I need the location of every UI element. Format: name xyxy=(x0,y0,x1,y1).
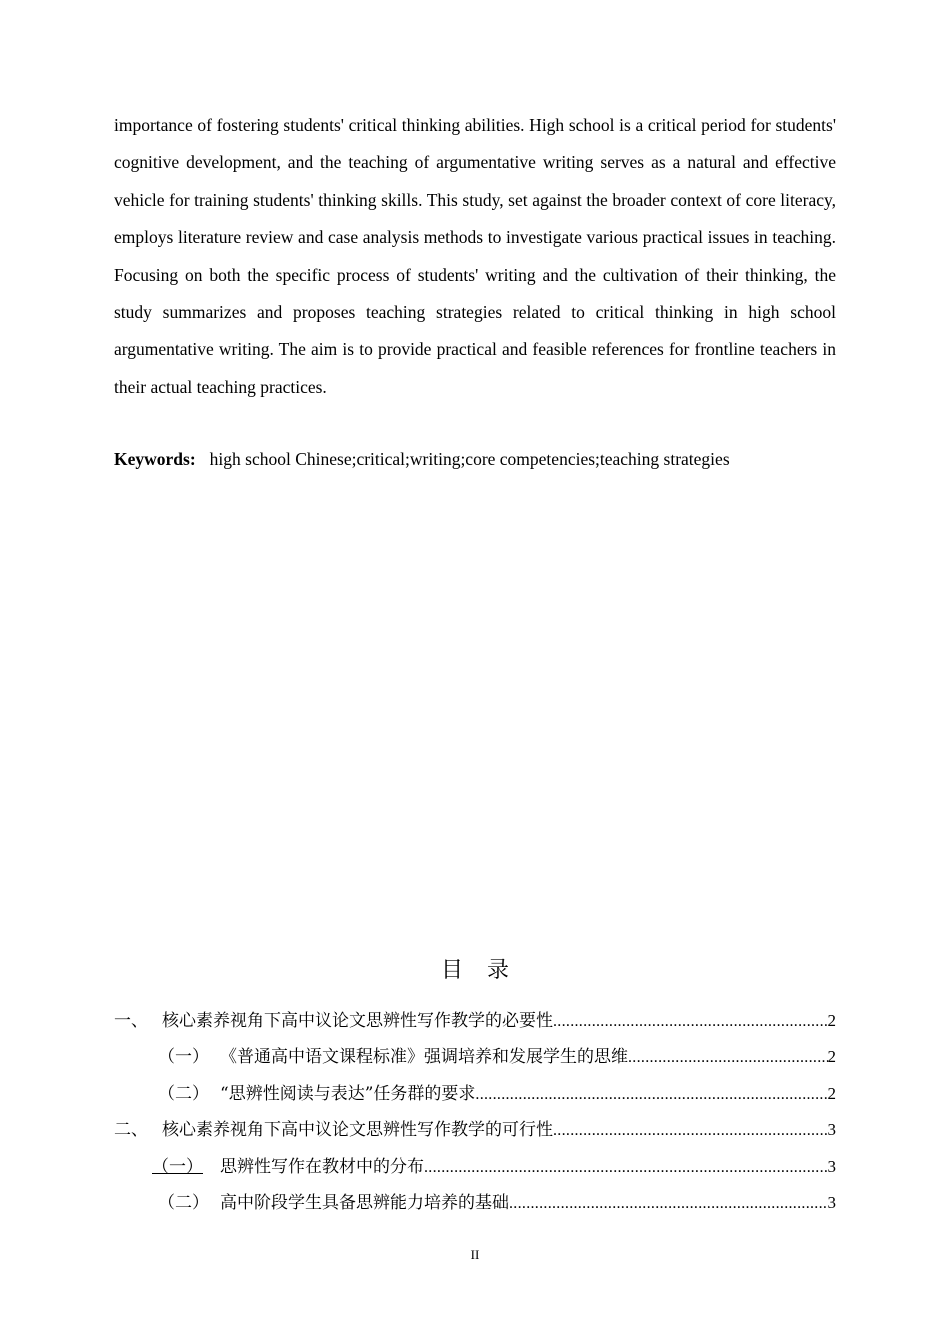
toc-entry-number: 二、 xyxy=(114,1120,148,1140)
toc-entry-page: 2 xyxy=(827,1047,836,1066)
toc-title: 目录 xyxy=(440,958,533,983)
toc-entry[interactable] xyxy=(114,1042,836,1072)
toc-entry-number: 一、 xyxy=(114,1011,148,1031)
keywords-label: Keywords: xyxy=(114,449,196,469)
toc-entry-page: 3 xyxy=(827,1157,836,1176)
toc-entry-title: 《普通高中语文课程标准》强调培养和发展学生的思维 xyxy=(220,1047,628,1067)
toc-entry-title: 核心素养视角下高中议论文思辨性写作教学的必要性 xyxy=(162,1011,553,1031)
toc-entry[interactable] xyxy=(114,1079,836,1109)
toc-entry-number: （二） xyxy=(158,1084,209,1104)
toc-leader-dots xyxy=(628,1043,828,1073)
keywords-text: high school Chinese;critical;writing;core competencies;teaching strategies xyxy=(209,449,730,469)
toc-entry-title: 高中阶段学生具备思辨能力培养的基础 xyxy=(220,1193,509,1213)
toc-entry[interactable] xyxy=(114,1188,836,1218)
toc-leader-dots xyxy=(424,1153,828,1183)
toc-leader-dots xyxy=(475,1080,827,1110)
toc-entry[interactable] xyxy=(114,1006,836,1036)
toc-entry[interactable] xyxy=(114,1115,836,1145)
toc-leader-dots xyxy=(553,1007,828,1037)
toc-entry-page: 2 xyxy=(827,1084,836,1103)
toc-entry-number: （二） xyxy=(158,1193,209,1213)
toc-entry-page: 3 xyxy=(827,1120,836,1139)
toc-entry-number: （一） xyxy=(158,1047,209,1067)
toc-entry-title: 思辨性写作在教材中的分布 xyxy=(220,1157,424,1177)
toc-entry-number: （一） xyxy=(152,1157,203,1177)
abstract-paragraph: importance of fostering students' critical thinking abilities. High school is a critical period for students' cognitive development, and the teaching of argumentative writing serves as a natural and effective vehicle for training students' thinking skills. This study, set against the broader context of core literacy, employs literature review and case analysis methods to investigate various practical issues in teaching. Focusing on both the specific process of students' writing and the cultivation of their thinking, the study summarizes and proposes teaching strategies related to critical thinking in high school argumentative writing. The aim is to provide practical and feasible references for frontline teachers in their actual teaching practices. xyxy=(114,115,836,397)
toc-entry-title: “思辨性阅读与表达”任务群的要求 xyxy=(220,1084,476,1104)
page-number: II xyxy=(470,1247,480,1262)
toc-entry-page: 3 xyxy=(827,1193,836,1212)
toc-entry[interactable] xyxy=(114,1152,836,1182)
toc-leader-dots xyxy=(553,1116,828,1146)
toc-leader-dots xyxy=(509,1189,828,1219)
toc-entry-page: 2 xyxy=(827,1011,836,1030)
keywords-line xyxy=(114,444,836,474)
toc-entry-title: 核心素养视角下高中议论文思辨性写作教学的可行性 xyxy=(162,1120,553,1140)
